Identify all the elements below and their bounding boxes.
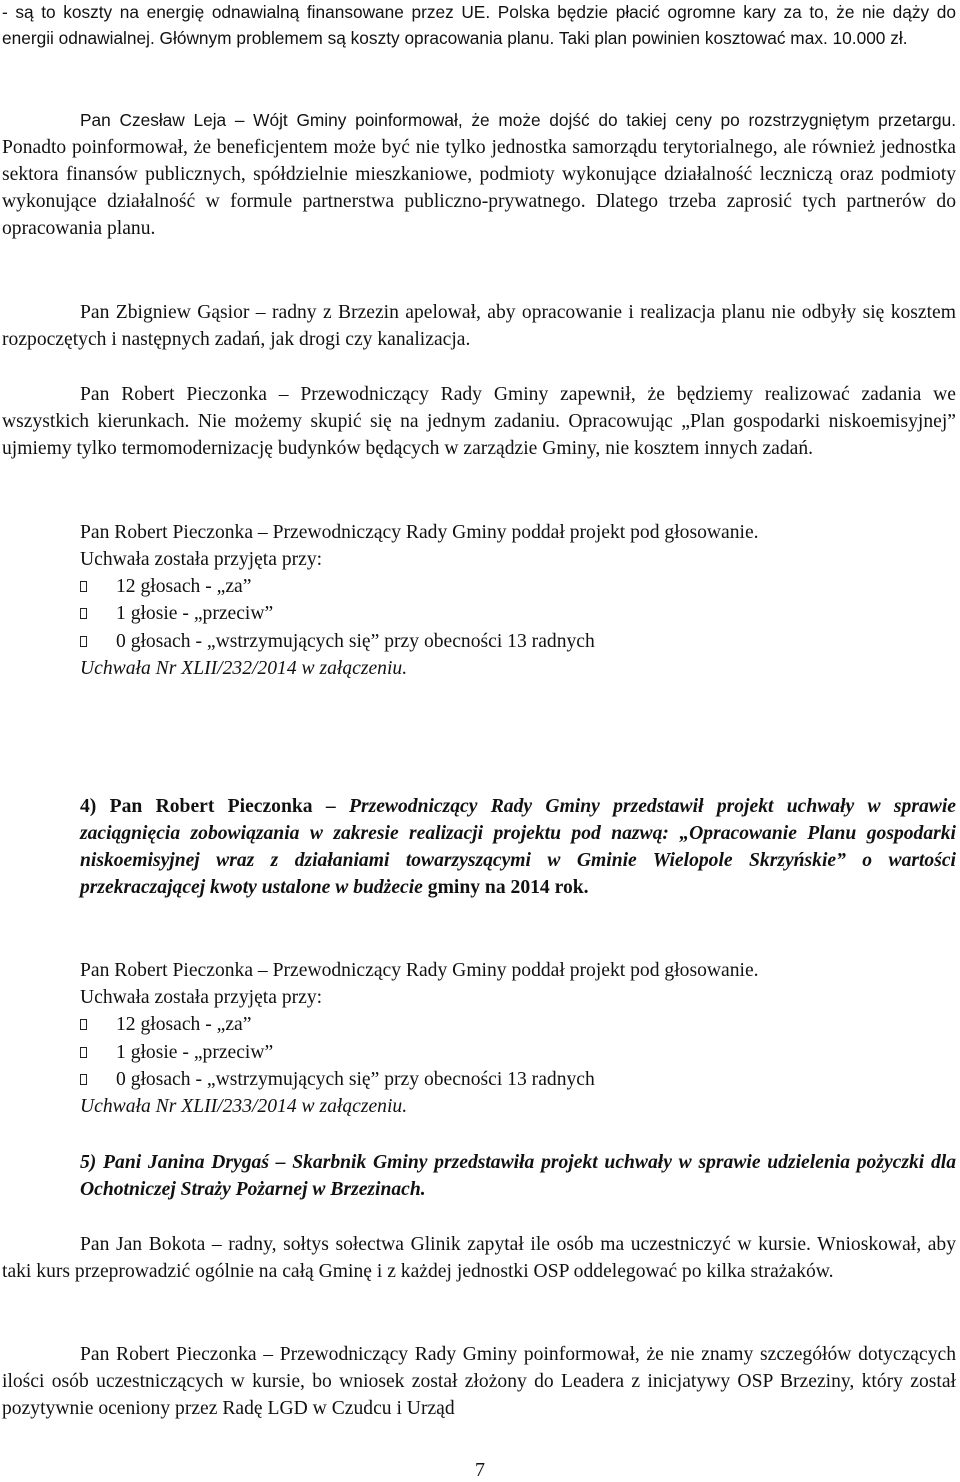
agenda-item-5-heading: 5) Pani Janina Drygaś – Skarbnik Gminy przedstawiła projekt uchwały w sprawie udzielenia pożyczki dla Ochotniczej Straży Pożarnej w Brzezinach. [80,1152,956,1200]
resolution-reference: Uchwała Nr XLII/233/2014 w załączeniu. [80,1096,408,1117]
page-number: 7 [475,1459,485,1481]
paragraph-wojt-info [2,107,956,242]
vote-intro: Pan Robert Pieczonka – Przewodniczący Rady Gminy poddał projekt pod głosowanie. [80,960,759,981]
paragraph-bokota-question: Pan Jan Bokota – radny, sołtys sołectwa Glinik zapytał ile osób ma uczestniczyć w kursie. Wnioskował, aby taki kurs przeprowadzić ogólnie na całą Gminę i z każdej jednostki OSP oddelegować po kilka strażaków. [2,1234,956,1282]
vote-item-text: 1 głosie - „przeciw” [116,603,274,624]
agenda-item-4-text: Przewodniczący Rady Gminy przedstawił projekt uchwały w sprawie zaciągnięcia zobowiązania w zakresie realizacji projektu pod nazwą: „Opracowanie Planu gospodarki niskoemisyjnej wraz z działaniami towarzyszącymi w Gminie Wielopole Skrzyńskie” o wartości przekraczającej kwoty ustalone w budżecie [80,796,956,898]
vote-adopted-label: Uchwała została przyjęta przy: [80,987,323,1008]
bullet-box-icon [80,1047,87,1058]
agenda-item-4-tail: gminy na 2014 rok. [427,877,589,898]
paragraph-wojt-info-part1: Pan Czesław Leja – Wójt Gminy poinformował, że może dojść do takiej ceny po rozstrzygniętym przetargu. [80,110,956,130]
paragraph-renewable-costs: - są to koszty na energię odnawialną finansowane przez UE. Polska będzie płacić ogromne kary za to, że nie dąży do energii odnawialnej. Głównym problemem są koszty opracowania planu. Taki plan powinien kosztować max. 10.000 zł. [2,2,956,48]
paragraph-pieczonka-assurance: Pan Robert Pieczonka – Przewodniczący Rady Gminy zapewnił, że będziemy realizować zadania we wszystkich kierunkach. Nie możemy skupić się na jednym zadaniu. Opracowując „Plan gospodarki niskoemisyjnej” ujmiemy tylko termomodernizację budynków będących w zarządzie Gminy, nie kosztem innych zadań. [2,384,956,459]
agenda-item-4-lead: 4) Pan Robert Pieczonka – [80,796,349,817]
vote-item-text: 12 głosach - „za” [116,1014,252,1035]
bullet-box-icon [80,1019,87,1030]
paragraph-wojt-info-part2: Ponadto poinformował, że beneficjentem może być nie tylko jednostka samorządu terytorialnego, ale również jednostka sektora finansów publicznych, spółdzielnie mieszkaniowe, podmioty wykonujące działalność leczniczą oraz podmioty wykonujące działalność w formule partnerstwa publiczno-prywatnego. Dlatego trzeba zaprosić tych partnerów do opracowania planu. [2,137,956,239]
resolution-reference: Uchwała Nr XLII/232/2014 w załączeniu. [80,658,408,679]
bullet-box-icon [80,636,87,647]
vote-item-text: 0 głosach - „wstrzymujących się” przy obecności 13 radnych [116,1069,595,1090]
paragraph-pieczonka-reply: Pan Robert Pieczonka – Przewodniczący Rady Gminy poinformował, że nie znamy szczegółów dotyczących ilości osób uczestniczących w kursie, bo wniosek został złożony do Leadera z inicjatywy OSP Brzeziny, który został pozytywnie oceniony przez Radę LGD w Czudcu i Urząd [2,1344,956,1419]
vote-item-text: 12 głosach - „za” [116,576,252,597]
agenda-item-4-heading [80,793,956,901]
paragraph-gasior-appeal: Pan Zbigniew Gąsior – radny z Brzezin apelował, aby opracowanie i realizacja planu nie odbyły się kosztem rozpoczętych i następnych zadań, jak drogi czy kanalizacja. [2,302,956,350]
vote-item-text: 1 głosie - „przeciw” [116,1042,274,1063]
vote-adopted-label: Uchwała została przyjęta przy: [80,549,323,570]
bullet-box-icon [80,608,87,619]
bullet-box-icon [80,1074,87,1085]
vote-item-text: 0 głosach - „wstrzymujących się” przy obecności 13 radnych [116,631,595,652]
vote-intro: Pan Robert Pieczonka – Przewodniczący Rady Gminy poddał projekt pod głosowanie. [80,522,759,543]
bullet-box-icon [80,581,87,592]
